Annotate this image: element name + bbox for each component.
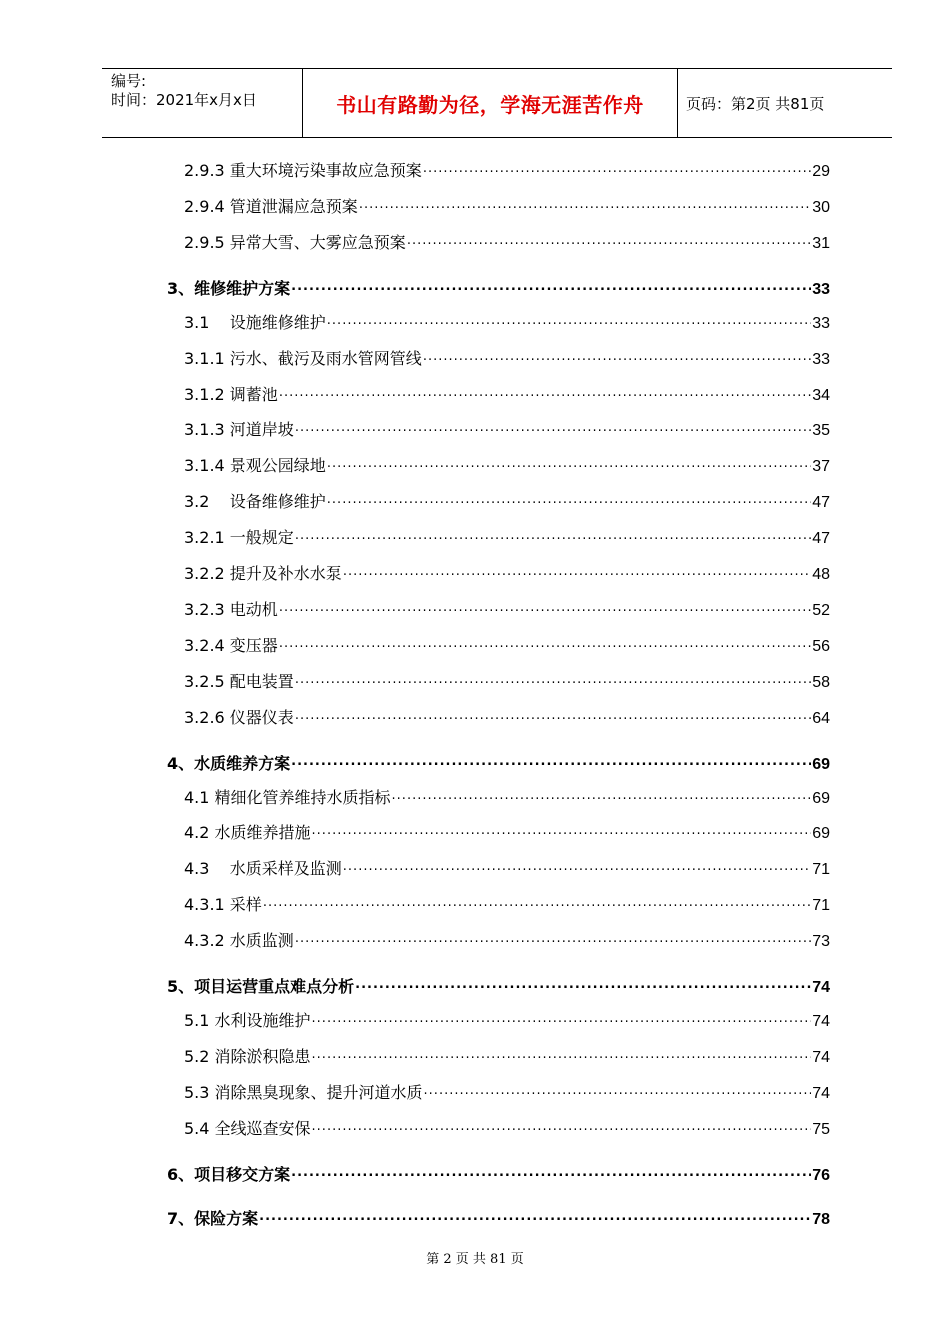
toc-entry[interactable] [184, 381, 830, 405]
toc-entry[interactable] [167, 275, 830, 299]
toc-entry-title: 2.9.5 异常大雪、大雾应急预案 [184, 232, 406, 252]
toc-entry[interactable] [184, 704, 830, 728]
toc-leader-dots [295, 420, 811, 436]
toc-entry-page: 74 [812, 979, 830, 996]
toc-entry-title: 5.2 消除淤积隐患 [184, 1046, 311, 1066]
toc-entry-title: 3.2.4 变压器 [184, 635, 278, 655]
toc-entry[interactable] [184, 1007, 830, 1031]
toc-leader-dots [263, 895, 811, 911]
toc-leader-dots [259, 1209, 811, 1225]
toc-entry-page: 33 [812, 350, 830, 368]
toc-entry-page: 47 [812, 530, 830, 548]
toc-leader-dots [279, 385, 811, 401]
toc-entry-page: 64 [812, 709, 830, 727]
toc-entry[interactable] [184, 193, 830, 217]
toc-leader-dots [423, 161, 811, 177]
toc-entry-title: 4.3 水质采样及监测 [184, 859, 342, 879]
toc-leader-dots [295, 931, 811, 947]
toc-entry-page: 52 [812, 601, 830, 619]
toc-entry-page: 47 [812, 494, 830, 512]
toc-entry-title: 4.2 水质维养措施 [184, 823, 311, 843]
toc-leader-dots [291, 279, 811, 295]
toc-entry-title: 3.2.3 电动机 [184, 599, 278, 619]
toc-entry-title: 3.2.5 配电装置 [184, 671, 294, 691]
toc-entry-title: 4.3.1 采样 [184, 895, 262, 915]
toc-entry-title: 3.2.2 提升及补水水泵 [184, 564, 342, 583]
toc-leader-dots [279, 636, 811, 652]
toc-entry[interactable] [184, 891, 830, 915]
toc-entry[interactable] [184, 157, 830, 181]
toc-entry-title: 4、水质维养方案 [167, 753, 291, 773]
time-label: 时间：2021年x月x日 [111, 91, 257, 109]
page-header [102, 68, 892, 138]
toc-leader-dots [312, 1119, 812, 1135]
toc-entry-title: 5、项目运营重点难点分析 [167, 977, 355, 996]
toc-leader-dots [327, 456, 811, 472]
toc-entry-title: 3.1.3 河道岸坡 [184, 420, 294, 440]
toc-entry[interactable] [167, 750, 830, 774]
toc-entry[interactable] [184, 1079, 830, 1103]
toc-entry-title: 3.2.1 一般规定 [184, 528, 294, 548]
toc-entry-page: 58 [812, 673, 830, 691]
toc-entry[interactable] [184, 1115, 830, 1139]
toc-entry-page: 48 [812, 566, 830, 583]
toc-entry[interactable] [184, 452, 830, 476]
toc-entry[interactable] [167, 973, 830, 997]
toc-entry-title: 3.2 设备维修维护 [184, 492, 326, 512]
toc-entry[interactable] [184, 524, 830, 548]
header-page-label: 页码：第2页 共81页 [686, 94, 825, 113]
page-footer: 第 2 页 共 81 页 [426, 1252, 524, 1267]
toc-entry[interactable] [184, 819, 830, 843]
toc-entry-page: 69 [812, 755, 830, 773]
toc-entry-page: 33 [812, 314, 830, 332]
toc-entry-title: 4.3.2 水质监测 [184, 931, 294, 951]
toc-entry-title: 3.2.6 仪器仪表 [184, 707, 294, 727]
toc-leader-dots [355, 977, 811, 993]
toc-leader-dots [295, 708, 811, 724]
toc-entry-page: 69 [812, 825, 830, 843]
toc-entry-page: 71 [812, 897, 830, 915]
toc-leader-dots [291, 1165, 811, 1181]
toc-entry-title: 5.3 消除黑臭现象、提升河道水质 [184, 1082, 423, 1102]
toc-entry-title: 6、项目移交方案 [167, 1164, 291, 1184]
toc-entry-title: 3.1.1 污水、截污及雨水管网管线 [184, 348, 422, 368]
toc-entry-title: 3.1.4 景观公园绿地 [184, 456, 326, 476]
toc-leader-dots [392, 788, 812, 804]
toc-entry-page: 37 [812, 458, 830, 476]
toc-leader-dots [279, 600, 811, 616]
toc-entry[interactable] [184, 668, 830, 692]
serial-label: 编号: [111, 72, 147, 90]
toc-entry-page: 75 [812, 1120, 830, 1138]
toc-entry-page: 71 [812, 861, 830, 879]
toc-leader-dots [359, 197, 811, 213]
toc-leader-dots [343, 859, 811, 875]
toc-leader-dots [312, 823, 812, 839]
toc-entry-title: 3.1.2 调蓄池 [184, 384, 278, 404]
toc-entry-page: 31 [812, 234, 830, 252]
toc-entry[interactable] [167, 1205, 830, 1229]
toc-leader-dots [423, 349, 811, 365]
toc-entry[interactable] [184, 596, 830, 620]
toc-entry[interactable] [184, 229, 830, 253]
toc-entry[interactable] [184, 416, 830, 440]
toc-leader-dots [312, 1047, 812, 1063]
toc-entry[interactable] [184, 927, 830, 951]
toc-entry-title: 3.1 设施维修维护 [184, 312, 326, 332]
toc-leader-dots [327, 492, 811, 508]
toc-entry-page: 74 [812, 1084, 830, 1102]
toc-entry[interactable] [184, 560, 830, 584]
toc-entry-page: 29 [812, 163, 830, 180]
toc-entry[interactable] [184, 1043, 830, 1067]
toc-entry[interactable] [184, 855, 830, 879]
toc-leader-dots [295, 528, 811, 544]
toc-entry-page: 74 [812, 1013, 830, 1030]
toc-entry[interactable] [167, 1161, 830, 1185]
toc-entry-page: 35 [812, 422, 830, 440]
toc-entry[interactable] [184, 345, 830, 369]
toc-entry-title: 5.1 水利设施维护 [184, 1011, 311, 1030]
toc-entry[interactable] [184, 488, 830, 512]
toc-entry-page: 56 [812, 637, 830, 655]
toc-entry-page: 78 [812, 1210, 830, 1228]
toc-leader-dots [407, 233, 811, 249]
toc-entry-title: 4.1 精细化管养维持水质指标 [184, 787, 391, 807]
toc-entry-page: 69 [812, 789, 830, 807]
toc-leader-dots [424, 1083, 812, 1099]
toc-entry-page: 74 [812, 1048, 830, 1066]
toc-entry[interactable] [184, 632, 830, 656]
toc-leader-dots [343, 564, 811, 580]
toc-entry[interactable] [184, 784, 830, 808]
toc-entry-title: 2.9.4 管道泄漏应急预案 [184, 196, 358, 216]
toc-entry[interactable] [184, 309, 830, 333]
header-motto: 书山有路勤为径，学海无涯苦作舟 [303, 69, 678, 137]
toc-entry-title: 7、保险方案 [167, 1208, 259, 1228]
toc-entry-page: 33 [812, 280, 830, 298]
toc-entry-page: 34 [812, 386, 830, 404]
toc-entry-page: 30 [812, 198, 830, 216]
toc-leader-dots [312, 1011, 812, 1027]
toc-leader-dots [291, 754, 811, 770]
toc-entry-title: 3、维修维护方案 [167, 278, 291, 298]
toc-entry-page: 76 [812, 1166, 830, 1184]
toc-leader-dots [295, 672, 811, 688]
toc-entry-title: 2.9.3 重大环境污染事故应急预案 [184, 161, 422, 180]
toc-entry-title: 5.4 全线巡查安保 [184, 1118, 311, 1138]
header-info-cell [102, 69, 303, 137]
toc-leader-dots [327, 313, 811, 329]
toc-entry-page: 73 [812, 933, 830, 951]
